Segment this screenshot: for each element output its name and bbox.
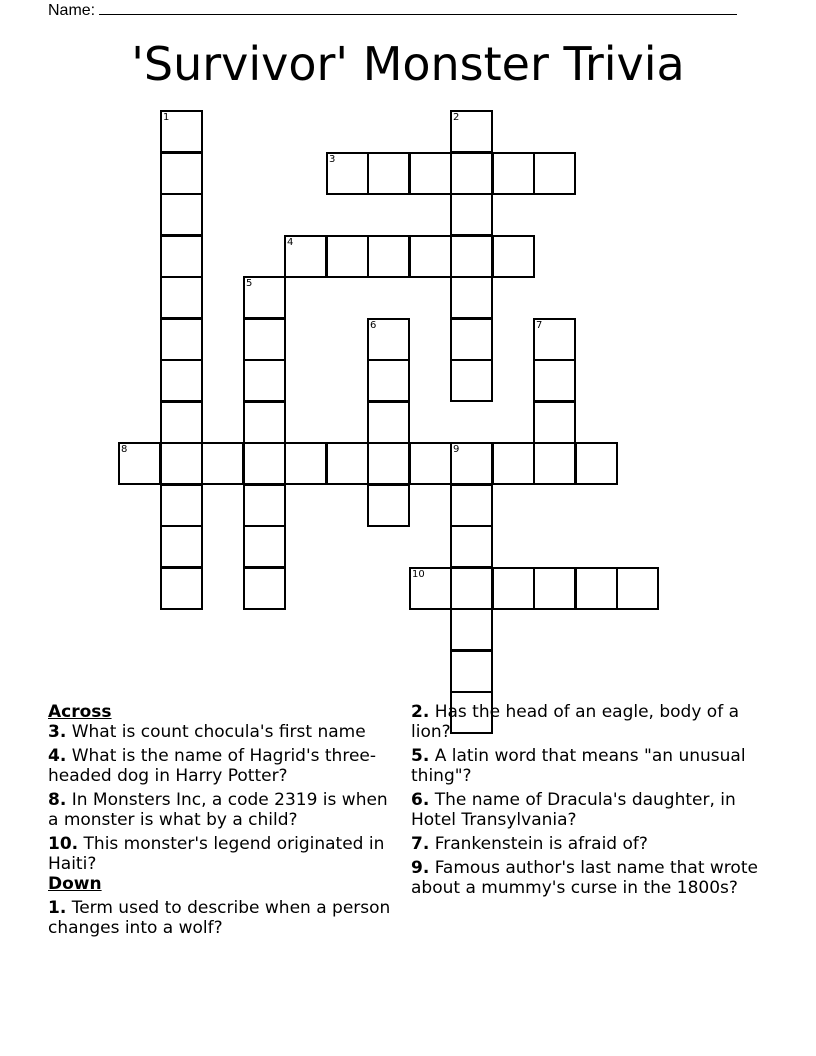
grid-cell[interactable] (367, 152, 410, 195)
clue-text: What is the name of Hagrid's three-headed dog in Harry Potter? (48, 746, 377, 786)
clue-text: In Monsters Inc, a code 2319 is when a monster is what by a child? (48, 790, 388, 830)
grid-cell[interactable] (450, 359, 493, 402)
clue-text: The name of Dracula's daughter, in Hotel Transylvania? (411, 790, 736, 830)
down-clue-9 (411, 858, 761, 898)
grid-cell[interactable] (326, 442, 369, 485)
across-clue-3 (48, 722, 398, 742)
clue-number: 1. (48, 898, 67, 918)
grid-cell[interactable] (450, 484, 493, 527)
grid-cell[interactable] (450, 650, 493, 693)
grid-cell[interactable] (492, 442, 535, 485)
clue-number: 3. (48, 722, 67, 742)
clue-number: 5. (411, 746, 430, 766)
grid-cell[interactable] (160, 525, 203, 568)
grid-cell[interactable] (533, 401, 576, 444)
grid-cell[interactable] (450, 525, 493, 568)
grid-cell[interactable] (533, 567, 576, 610)
grid-cell[interactable] (160, 276, 203, 319)
grid-cell[interactable] (367, 318, 410, 361)
grid-cell[interactable] (409, 235, 452, 278)
clue-number: 6. (411, 790, 430, 810)
grid-cell[interactable] (533, 318, 576, 361)
grid-cell[interactable] (160, 235, 203, 278)
down-heading: Down (48, 874, 102, 894)
clue-text: Frankenstein is afraid of? (434, 834, 648, 854)
clue-text: Has the head of an eagle, body of a lion? (411, 702, 740, 742)
grid-cell[interactable] (492, 567, 535, 610)
across-clue-10 (48, 834, 398, 874)
cell-number: 3 (329, 154, 336, 165)
cell-number: 8 (121, 444, 128, 455)
grid-cell[interactable] (450, 110, 493, 153)
grid-cell[interactable] (492, 235, 535, 278)
grid-cell[interactable] (367, 235, 410, 278)
grid-cell[interactable] (160, 152, 203, 195)
grid-cell[interactable] (160, 318, 203, 361)
down-clue-6 (411, 790, 761, 830)
grid-cell[interactable] (243, 484, 286, 527)
grid-cell[interactable] (326, 152, 369, 195)
across-clue-4 (48, 746, 398, 786)
grid-cell[interactable] (160, 401, 203, 444)
cell-number: 4 (287, 237, 294, 248)
cell-number: 7 (536, 320, 543, 331)
clue-number: 9. (411, 858, 430, 878)
grid-cell[interactable] (575, 442, 618, 485)
down-clue-7 (411, 834, 761, 854)
clue-text: A latin word that means "an unusual thing"? (411, 746, 746, 786)
grid-cell[interactable] (450, 276, 493, 319)
grid-cell[interactable] (450, 318, 493, 361)
grid-cell[interactable] (450, 608, 493, 651)
grid-cell[interactable] (243, 318, 286, 361)
clue-text: What is count chocula's first name (71, 722, 366, 742)
grid-cell[interactable] (284, 442, 327, 485)
grid-cell[interactable] (492, 152, 535, 195)
grid-cell[interactable] (367, 359, 410, 402)
page-title: 'Survivor' Monster Trivia (131, 37, 685, 91)
cell-number: 6 (370, 320, 377, 331)
grid-cell[interactable] (450, 193, 493, 236)
clue-number: 4. (48, 746, 67, 766)
grid-cell[interactable] (533, 442, 576, 485)
grid-cell[interactable] (201, 442, 244, 485)
grid-cell[interactable] (450, 567, 493, 610)
grid-cell[interactable] (243, 567, 286, 610)
grid-cell[interactable] (243, 525, 286, 568)
clue-number: 8. (48, 790, 67, 810)
grid-cell[interactable] (326, 235, 369, 278)
grid-cell[interactable] (616, 567, 659, 610)
clue-number: 2. (411, 702, 430, 722)
down-clue-5 (411, 746, 761, 786)
across-heading: Across (48, 702, 112, 722)
grid-cell[interactable] (450, 442, 493, 485)
grid-cell[interactable] (409, 567, 452, 610)
clue-text: Term used to describe when a person changes into a wolf? (48, 898, 391, 938)
cell-number: 2 (453, 112, 460, 123)
grid-cell[interactable] (160, 442, 203, 485)
grid-cell[interactable] (160, 359, 203, 402)
grid-cell[interactable] (243, 359, 286, 402)
clue-text: This monster's legend originated in Haiti? (48, 834, 385, 874)
grid-cell[interactable] (243, 401, 286, 444)
grid-cell[interactable] (367, 442, 410, 485)
grid-cell[interactable] (367, 401, 410, 444)
grid-cell[interactable] (243, 442, 286, 485)
cell-number: 10 (412, 569, 425, 580)
cell-number: 9 (453, 444, 460, 455)
grid-cell[interactable] (575, 567, 618, 610)
grid-cell[interactable] (367, 484, 410, 527)
clue-text: Famous author's last name that wrote about a mummy's curse in the 1800s? (411, 858, 758, 898)
clue-number: 10. (48, 834, 79, 854)
clues-right-column (411, 702, 761, 902)
grid-cell[interactable] (243, 276, 286, 319)
grid-cell[interactable] (409, 152, 452, 195)
grid-cell[interactable] (450, 235, 493, 278)
clue-number: 7. (411, 834, 430, 854)
cell-number: 5 (246, 278, 253, 289)
down-clue-2 (411, 702, 761, 742)
across-clue-8 (48, 790, 398, 830)
grid-cell[interactable] (160, 110, 203, 153)
cell-number: 1 (163, 112, 170, 123)
grid-cell[interactable] (118, 442, 161, 485)
clues-left-column (48, 702, 398, 942)
grid-cell[interactable] (409, 442, 452, 485)
grid-cell[interactable] (160, 567, 203, 610)
grid-cell[interactable] (160, 193, 203, 236)
grid-cell[interactable] (160, 484, 203, 527)
name-label: Name: (48, 2, 96, 19)
down-clue-1 (48, 898, 398, 938)
grid-cell[interactable] (533, 359, 576, 402)
grid-cell[interactable] (450, 152, 493, 195)
grid-cell[interactable] (284, 235, 327, 278)
grid-cell[interactable] (533, 152, 576, 195)
